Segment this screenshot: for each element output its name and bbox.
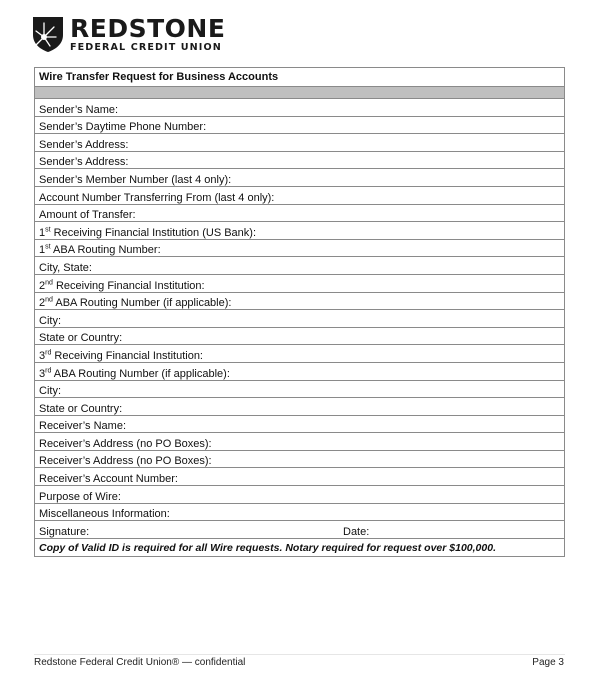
field-label: Sender’s Address: xyxy=(39,156,129,169)
header-band xyxy=(35,87,565,99)
brand-name: REDSTONE xyxy=(70,13,226,43)
field-ordinal: 2 xyxy=(39,279,46,292)
field-label: Receiving Financial Institution: xyxy=(52,279,205,292)
form-row xyxy=(35,362,565,380)
field-label: ABA Routing Number (if applicable): xyxy=(51,367,230,380)
header-band-row xyxy=(35,87,565,99)
form-field[interactable] xyxy=(35,468,565,486)
note-row xyxy=(35,539,565,557)
field-label: Receiving Financial Institution: xyxy=(51,349,203,362)
field-label: Receiving Financial Institution (US Bank): xyxy=(50,226,257,239)
footer-left: Redstone Federal Credit Union® — confidential xyxy=(34,657,246,668)
wire-transfer-form xyxy=(34,67,565,557)
field-label: Sender’s Member Number (last 4 only): xyxy=(39,173,232,186)
field-label: Receiver’s Account Number: xyxy=(39,473,178,486)
form-field[interactable] xyxy=(35,116,565,134)
field-label: Receiver’s Name: xyxy=(39,420,127,433)
form-field[interactable] xyxy=(35,292,565,310)
date-label: Date: xyxy=(343,526,370,539)
field-label: ABA Routing Number: xyxy=(50,244,161,257)
form-row xyxy=(35,239,565,257)
form-field[interactable] xyxy=(35,450,565,468)
field-label: City: xyxy=(39,385,61,398)
form-row xyxy=(35,380,565,398)
field-ordinal-suffix: nd xyxy=(45,296,53,304)
field-label: Purpose of Wire: xyxy=(39,490,121,503)
field-ordinal-suffix: rd xyxy=(45,366,52,374)
field-ordinal: 1 xyxy=(39,244,46,257)
form-row xyxy=(35,433,565,451)
field-label: City, State: xyxy=(39,261,92,274)
form-field[interactable] xyxy=(35,204,565,222)
form-row xyxy=(35,99,565,117)
form-title: Wire Transfer Request for Business Accounts xyxy=(35,68,565,87)
form-row xyxy=(35,415,565,433)
field-ordinal: 3 xyxy=(39,367,46,380)
form-field[interactable] xyxy=(35,274,565,292)
form-row xyxy=(35,274,565,292)
page-number: Page 3 xyxy=(532,657,564,668)
form-field[interactable] xyxy=(35,169,565,187)
form-row xyxy=(35,204,565,222)
field-label: State or Country: xyxy=(39,332,123,345)
form-row xyxy=(35,169,565,187)
form-row xyxy=(35,222,565,240)
form-title-row xyxy=(35,68,565,87)
form-field[interactable] xyxy=(35,503,565,521)
form-field[interactable] xyxy=(35,398,565,416)
form-field[interactable] xyxy=(35,310,565,328)
field-label: Account Number Transferring From (last 4 only): xyxy=(39,191,275,204)
form-row xyxy=(35,486,565,504)
field-label: Sender’s Daytime Phone Number: xyxy=(39,121,207,134)
form-row xyxy=(35,186,565,204)
form-row xyxy=(35,503,565,521)
form-row xyxy=(35,450,565,468)
form-field[interactable] xyxy=(35,134,565,152)
form-row xyxy=(35,327,565,345)
form-row xyxy=(35,292,565,310)
field-ordinal-suffix: rd xyxy=(45,349,52,357)
form-field[interactable] xyxy=(35,186,565,204)
form-field[interactable] xyxy=(35,327,565,345)
form-row xyxy=(35,398,565,416)
signature-field[interactable] xyxy=(35,521,565,539)
brand-subtitle: FEDERAL CREDIT UNION xyxy=(70,41,222,53)
form-field[interactable] xyxy=(35,222,565,240)
form-row xyxy=(35,310,565,328)
field-ordinal: 3 xyxy=(39,349,46,362)
form-field[interactable] xyxy=(35,151,565,169)
field-ordinal-suffix: nd xyxy=(45,278,53,286)
form-field[interactable] xyxy=(35,486,565,504)
form-row xyxy=(35,468,565,486)
form-field[interactable] xyxy=(35,239,565,257)
form-field[interactable] xyxy=(35,415,565,433)
form-row xyxy=(35,257,565,275)
form-field[interactable] xyxy=(35,433,565,451)
signature-label: Signature: xyxy=(39,526,90,539)
field-ordinal: 2 xyxy=(39,297,46,310)
redstone-star-shield-icon xyxy=(30,15,66,53)
field-ordinal: 1 xyxy=(39,226,46,239)
field-label: Amount of Transfer: xyxy=(39,209,136,222)
form-row xyxy=(35,151,565,169)
field-label: Receiver’s Address (no PO Boxes): xyxy=(39,437,212,450)
field-label: State or Country: xyxy=(39,402,123,415)
form-field[interactable] xyxy=(35,99,565,117)
footer-divider xyxy=(34,654,565,655)
field-label: ABA Routing Number (if applicable): xyxy=(52,297,232,310)
form-field[interactable] xyxy=(35,257,565,275)
field-label: Sender’s Name: xyxy=(39,103,119,116)
form-field[interactable] xyxy=(35,362,565,380)
logo xyxy=(30,14,225,54)
form-field[interactable] xyxy=(35,345,565,363)
field-label: Miscellaneous Information: xyxy=(39,508,170,521)
form-row xyxy=(35,345,565,363)
field-label: City: xyxy=(39,314,61,327)
id-requirement-note: Copy of Valid ID is required for all Wire requests. Notary required for request over $100,000. xyxy=(35,539,565,557)
form-row xyxy=(35,134,565,152)
field-ordinal-suffix: st xyxy=(45,243,51,251)
form-row xyxy=(35,116,565,134)
field-label: Receiver’s Address (no PO Boxes): xyxy=(39,455,212,468)
form-field[interactable] xyxy=(35,380,565,398)
signature-row xyxy=(35,521,565,539)
field-ordinal-suffix: st xyxy=(45,226,51,234)
field-label: Sender’s Address: xyxy=(39,138,129,151)
